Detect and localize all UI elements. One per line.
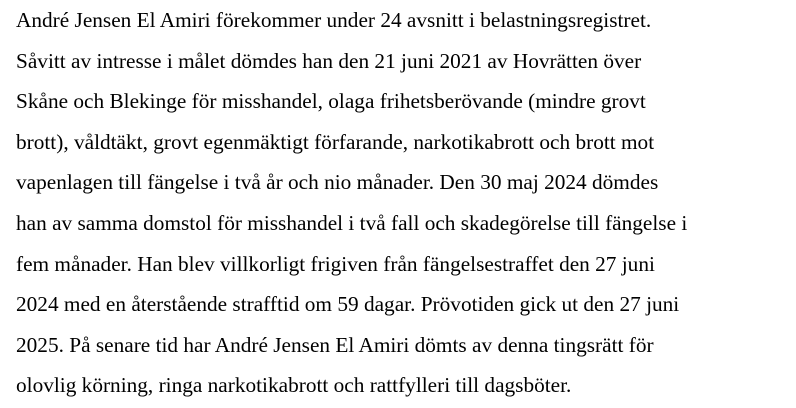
paragraph-line: 2025. På senare tid har André Jensen El Amiri dömts av denna tingsrätt för	[16, 332, 654, 357]
document-paragraph	[16, 0, 791, 406]
paragraph-line: brott), våldtäkt, grovt egenmäktigt förfarande, narkotikabrott och brott mot	[16, 129, 655, 154]
paragraph-line: han av samma domstol för misshandel i två fall och skadegörelse till fängelse i	[16, 210, 688, 235]
paragraph-line: Skåne och Blekinge för misshandel, olaga frihetsberövande (mindre grovt	[16, 89, 646, 114]
paragraph-line: Såvitt av intresse i målet dömdes han den 21 juni 2021 av Hovrätten över	[16, 48, 642, 73]
paragraph-line: 2024 med en återstående strafftid om 59 dagar. Prövotiden gick ut den 27 juni	[16, 292, 680, 317]
paragraph-line: André Jensen El Amiri förekommer under 24 avsnitt i belastningsregistret.	[16, 8, 652, 32]
paragraph-line: olovlig körning, ringa narkotikabrott och rattfylleri till dagsböter.	[16, 373, 572, 398]
paragraph-line: fem månader. Han blev villkorligt frigiven från fängelsestraffet den 27 juni	[16, 251, 655, 276]
paragraph-line: vapenlagen till fängelse i två år och nio månader. Den 30 maj 2024 dömdes	[16, 170, 659, 195]
